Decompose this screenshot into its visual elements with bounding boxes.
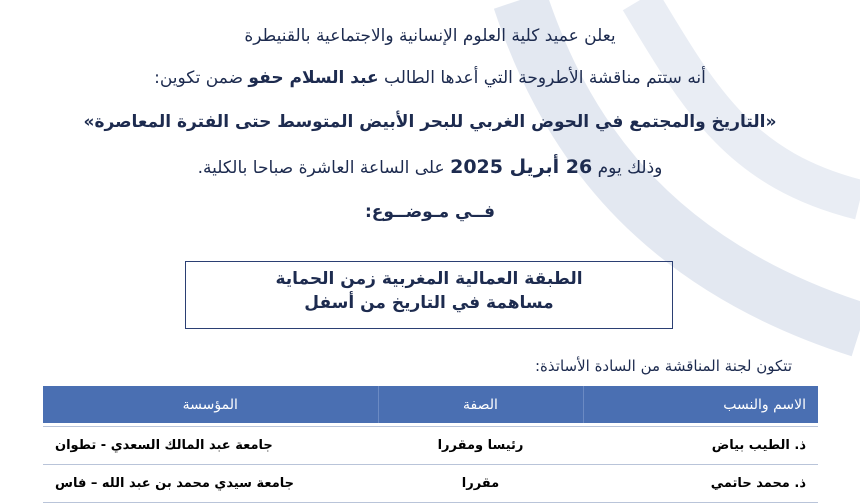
member-institution-text: جامعة سيدي محمد بن عبد الله – فاس	[55, 476, 294, 491]
topic-label: فــي مـوضــوع:	[365, 202, 495, 222]
committee-intro: تتكون لجنة المناقشة من السادة الأساتذة:	[534, 357, 792, 375]
table-row	[43, 465, 818, 503]
header-name: الاسم والنسب	[583, 386, 818, 423]
date-month: أبريل	[502, 156, 566, 178]
member-name: ذ. الطيب بياض	[583, 427, 818, 465]
header-institution: المؤسسة	[43, 386, 378, 423]
defense-intro-line	[0, 68, 860, 88]
thesis-title-line2: مساهمة في التاريخ من أسفل	[304, 293, 554, 313]
program-title: «التاريخ والمجتمع في الحوض الغربي للبحر الأبيض المتوسط حتى الفترة المعاصرة»	[83, 112, 777, 132]
defense-intro-suffix: ضمن تكوين:	[154, 68, 249, 88]
member-institution-text: جامعة عبد المالك السعدي - تطوان	[55, 438, 273, 453]
member-institution	[43, 465, 378, 503]
thesis-title-line1: الطبقة العمالية المغربية زمن الحماية	[275, 269, 583, 289]
thesis-topic-box	[185, 261, 673, 329]
table-row	[43, 427, 818, 465]
committee-table-header	[43, 386, 818, 423]
dean-announcement-line: يعلن عميد كلية العلوم الإنسانية والاجتماعية بالقنيطرة	[244, 26, 616, 46]
member-role: رئيسا ومقررا	[378, 427, 583, 465]
date-prefix: وذلك يوم	[592, 158, 663, 178]
defense-intro-prefix: أنه ستتم مناقشة الأطروحة التي أعدها الطالب	[378, 68, 706, 88]
member-role: مقررا	[378, 465, 583, 503]
member-name: ذ. محمد حاتمي	[583, 465, 818, 503]
date-year: 2025	[450, 156, 503, 178]
date-day: 26	[565, 156, 593, 178]
date-suffix: على الساعة العاشرة صباحا بالكلية.	[197, 158, 451, 178]
student-name: عبد السلام حفو	[248, 68, 379, 88]
committee-table	[43, 386, 818, 503]
header-role: الصفة	[378, 386, 583, 423]
member-institution	[43, 427, 378, 465]
defense-date-line	[0, 156, 860, 178]
